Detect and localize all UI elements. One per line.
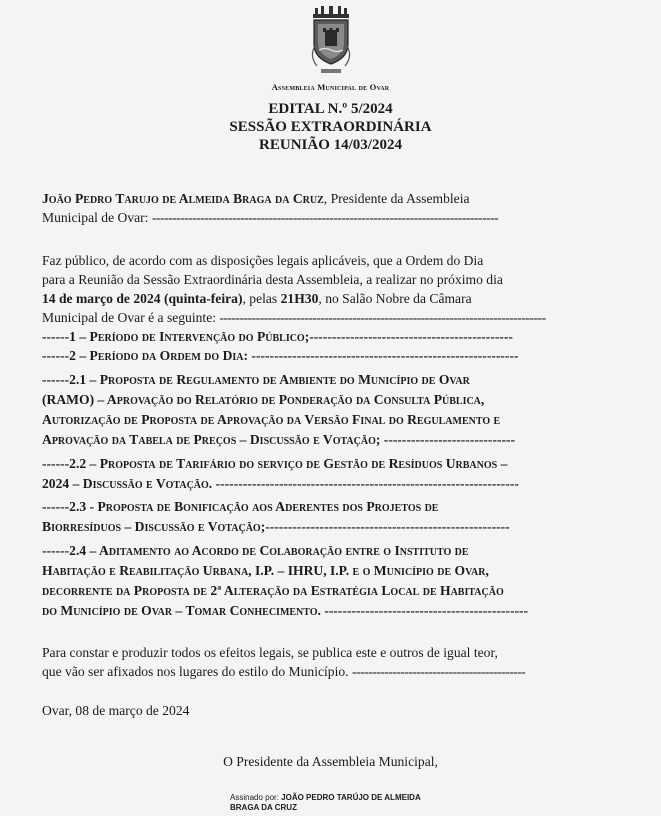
president-name: João Pedro Tarujo de Almeida Braga da Cruz xyxy=(42,191,324,206)
edital-number: EDITAL N.º 5/2024 xyxy=(268,101,393,117)
agenda-line: ------2.4 – Aditamento ao Acordo de Colaboração entre o Instituto de xyxy=(42,543,469,558)
agenda-line: Aprovação da Tabela de Preços – Discussão e Votação; ----------------------------- xyxy=(42,432,516,447)
intro-line-1: João Pedro Tarujo de Almeida Braga da Cruz, Presidente da Assembleia xyxy=(42,191,470,206)
agenda-line: ------1 – Período de Intervenção do Público;--------------------------------------------- xyxy=(42,329,513,344)
digital-signature xyxy=(230,793,421,813)
signer-name-line-1: JOÃO PEDRO TARÚJO DE ALMEIDA xyxy=(281,793,421,802)
body-line-2: para a Reunião da Sessão Extraordinária desta Assembleia, a realizar no próximo dia xyxy=(42,272,503,287)
body-line-1: Faz público, de acordo com as disposições legais aplicáveis, que a Ordem do Dia xyxy=(42,253,484,268)
session-type: SESSÃO EXTRAORDINÁRIA xyxy=(229,119,432,135)
place-and-date: Ovar, 08 de março de 2024 xyxy=(42,703,190,718)
agenda-line: Biorresíduos – Discussão e Votação;------------------------------------------------------ xyxy=(42,519,510,534)
agenda-line: ------2.2 – Proposta de Tarifário do serviço de Gestão de Resíduos Urbanos – xyxy=(42,456,508,471)
closing-line-2: que vão ser afixados nos lugares do estilo do Município. ------------------------------------------- xyxy=(42,664,526,679)
organization-name: Assembleia Municipal de Ovar xyxy=(271,82,390,92)
agenda-line: ------2.1 – Proposta de Regulamento de Ambiente do Município de Ovar xyxy=(42,372,470,387)
agenda-line: do Município de Ovar – Tomar Conhecimento. --------------------------------------------- xyxy=(42,603,529,618)
body-line-4: Municipal de Ovar é a seguinte: --------------------------------------------------------------------------------- xyxy=(42,310,546,325)
intro-line-2: Municipal de Ovar: -------------------------------------------------------------------------------------- xyxy=(42,210,499,225)
closing-line-1: Para constar e produzir todos os efeitos legais, se publica este e outros de igual teor, xyxy=(42,645,498,660)
signer-name-line-2: BRAGA DA CRUZ xyxy=(230,803,297,812)
agenda-line: ------2 – Período da Ordem do Dia: ----------------------------------------------------------- xyxy=(42,348,519,363)
coat-of-arms-icon xyxy=(305,6,357,78)
agenda-line: Habitação e Reabilitação Urbana, I.P. – IHRU, I.P. e o Município de Ovar, xyxy=(42,563,489,578)
signed-by-label: Assinado por: xyxy=(230,793,279,802)
document-heading xyxy=(0,100,661,154)
meeting-date-bold: 14 de março de 2024 (quinta-feira) xyxy=(42,291,243,306)
agenda-line: ------2.3 - Proposta de Bonificação aos Aderentes dos Projetos de xyxy=(42,499,439,514)
agenda-line: 2024 – Discussão e Votação. ------------------------------------------------------------------- xyxy=(42,476,519,491)
meeting-time: 21H30 xyxy=(280,291,319,306)
agenda-line: (RAMO) – Aprovação do Relatório de Ponderação da Consulta Pública, xyxy=(42,392,485,407)
body-line-3: 14 de março de 2024 (quinta-feira), pelas 21H30, no Salão Nobre da Câmara xyxy=(42,291,472,306)
signature-title: O Presidente da Assembleia Municipal, xyxy=(223,754,438,769)
agenda-line: Autorização de Proposta de Aprovação da Versão Final do Regulamento e xyxy=(42,412,501,427)
agenda-line: decorrente da Proposta de 2ª Alteração da Estratégia Local de Habitação xyxy=(42,583,504,598)
meeting-date: REUNIÃO 14/03/2024 xyxy=(259,137,402,153)
